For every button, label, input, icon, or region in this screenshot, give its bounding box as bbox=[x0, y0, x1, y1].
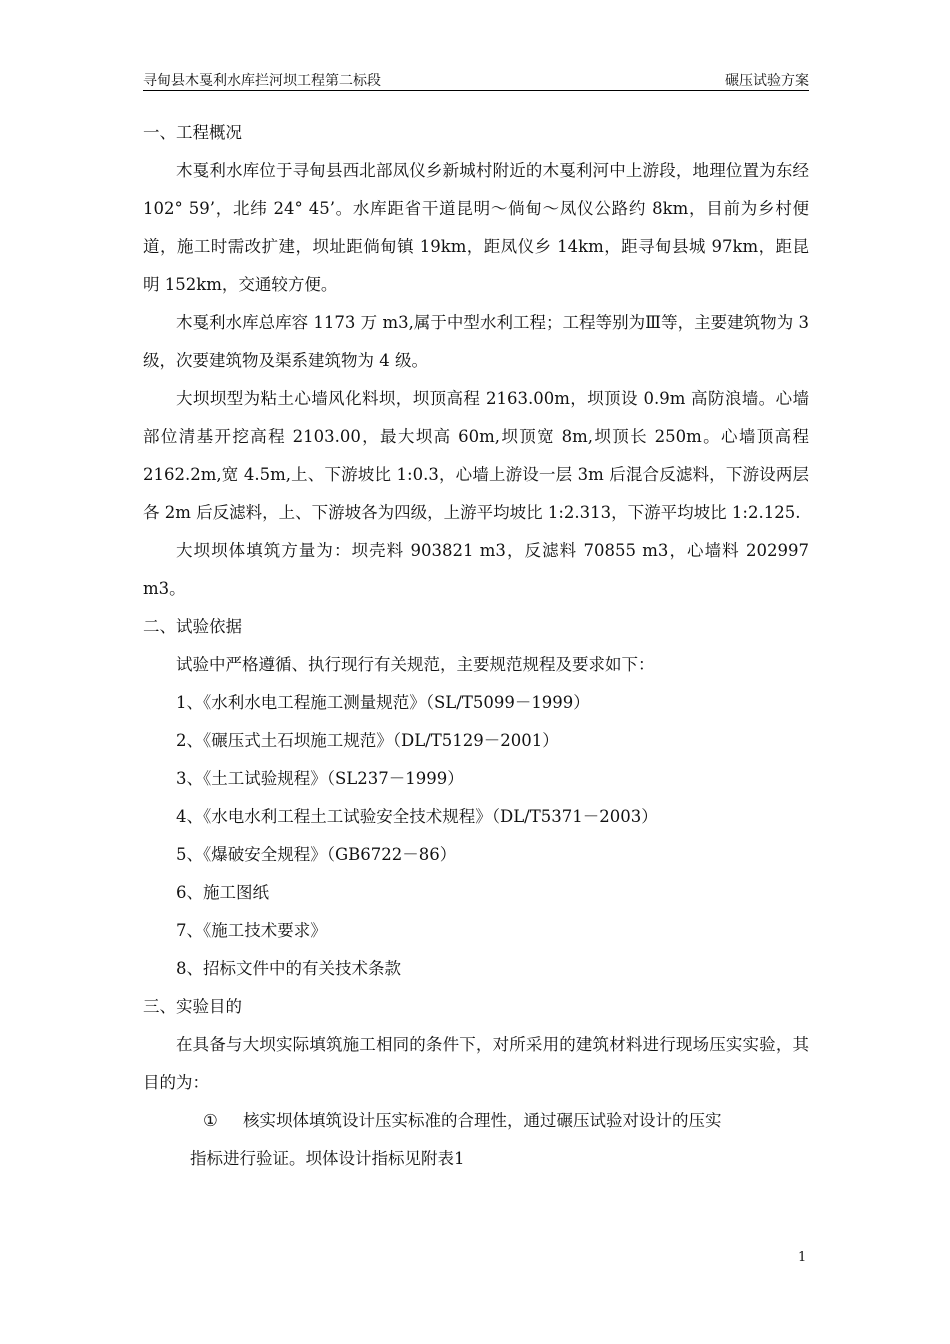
section-2-intro: 试验中严格遵循、执行现行有关规范，主要规范规程及要求如下： bbox=[176, 655, 655, 674]
header-project-title: 寻甸县木戛利水库拦河坝工程第二标段 bbox=[143, 73, 381, 89]
standard-list-item: 2、《碾压式土石坝施工规范》（DL/T5129－2001） bbox=[176, 731, 559, 750]
section-1-paragraph-dam-type: 大坝坝型为粘土心墙风化料坝，坝顶高程 2163.00m，坝顶设 0.9m 高防浪墙。心墙部位清基开挖高程 2103.00，最大坝高 60m,坝顶宽 8m,坝顶长 250m。心墙顶高程 2162.2m,宽 4.5m,上、下游坡比 1:0.3，心墙上游设一层 3m 后混合反滤料，下游设两层各 2m 后反滤料，上、下游坡各为四级，上游平均坡比 1:2.313，下游平均坡比 1:2.125. bbox=[143, 389, 809, 522]
standard-list-item: 4、《水电水利工程土工试验安全技术规程》（DL/T5371－2003） bbox=[176, 807, 658, 826]
page-number: 1 bbox=[798, 1250, 807, 1265]
section-3-paragraph: 在具备与大坝实际填筑施工相同的条件下，对所采用的建筑材料进行现场压实实验，其目的为： bbox=[143, 1035, 809, 1092]
header-document-title: 碾压试验方案 bbox=[725, 73, 809, 89]
section-1-paragraph-fill-volume: 大坝坝体填筑方量为：坝壳料 903821 m3，反滤料 70855 m3，心墙料 202997 m3。 bbox=[143, 541, 809, 598]
standard-list-item: 5、《爆破安全规程》（GB6722－86） bbox=[176, 845, 457, 864]
document-body bbox=[143, 114, 809, 1178]
section-1-heading: 一、工程概况 bbox=[143, 123, 242, 142]
standard-list-item: 7、《施工技术要求》 bbox=[176, 921, 327, 940]
purpose-item-text: 核实坝体填筑设计压实标准的合理性，通过碾压试验对设计的压实 bbox=[243, 1111, 722, 1130]
section-1-paragraph-location: 木戛利水库位于寻甸县西北部凤仪乡新城村附近的木戛利河中上游段，地理位置为东经 102° 59’，北纬 24° 45’。水库距省干道昆明～倘甸～凤仪公路约 8km，目前为乡村便道，施工时需改扩建，坝址距倘甸镇 19km，距凤仪乡 14km，距寻甸县城 97km，距昆明 152km，交通较方便。 bbox=[143, 161, 809, 294]
section-3-heading: 三、实验目的 bbox=[143, 997, 242, 1016]
standard-list-item: 8、招标文件中的有关技术条款 bbox=[176, 959, 401, 978]
standard-list-item: 1、《水利水电工程施工测量规范》（SL/T5099－1999） bbox=[176, 693, 590, 712]
purpose-item-continuation: 指标进行验证。坝体设计指标见附表1 bbox=[190, 1149, 465, 1168]
purpose-item-number: ① bbox=[203, 1111, 218, 1130]
purpose-list-item bbox=[143, 1102, 809, 1140]
standard-list-item: 6、施工图纸 bbox=[176, 883, 269, 902]
standard-list-item: 3、《土工试验规程》（SL237－1999） bbox=[176, 769, 464, 788]
section-1-paragraph-capacity: 木戛利水库总库容 1173 万 m3,属于中型水利工程；工程等别为Ⅲ等，主要建筑物为 3 级，次要建筑物及渠系建筑物为 4 级。 bbox=[143, 313, 809, 370]
section-2-heading: 二、试验依据 bbox=[143, 617, 242, 636]
page-header bbox=[143, 66, 809, 91]
